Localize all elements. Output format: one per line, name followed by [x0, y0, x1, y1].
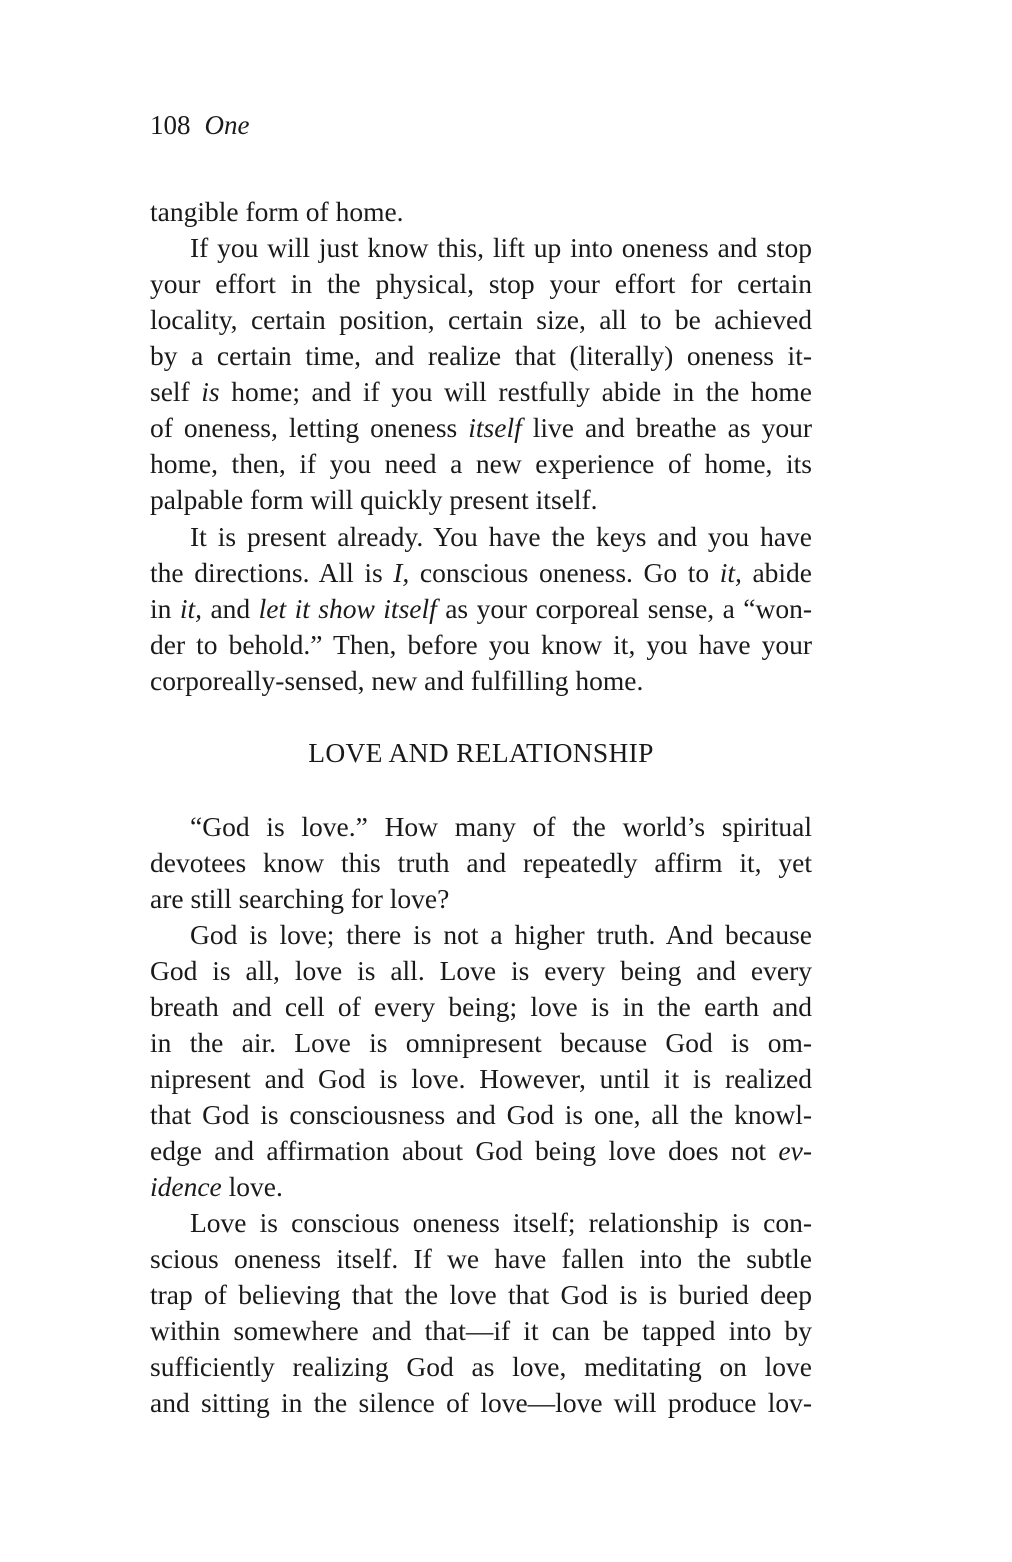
- text-line: [150, 266, 812, 302]
- text-run: sufficiently realizing God as love, meditating on love: [150, 1351, 812, 1382]
- text-run: abide: [741, 557, 812, 588]
- text-run: trap of believing that the love that God is is buried deep: [150, 1279, 812, 1310]
- text-run: are still searching for love?: [150, 883, 450, 914]
- text-run: palpable form will quickly present itself.: [150, 484, 598, 515]
- text-line: [150, 1241, 812, 1277]
- italic-text: idence: [150, 1171, 222, 1202]
- text-run: live and breathe as your: [521, 412, 812, 443]
- text-line: [150, 663, 812, 699]
- text-run: by a certain time, and realize that (literally) oneness it-: [150, 340, 812, 371]
- text-line: [150, 1025, 812, 1061]
- italic-text: is: [201, 376, 220, 407]
- text-line: [150, 1061, 812, 1097]
- text-run: self: [150, 376, 202, 407]
- text-line: [150, 1133, 812, 1169]
- text-line: [150, 555, 812, 591]
- italic-text: it,: [179, 593, 202, 624]
- text-line: [150, 1385, 812, 1421]
- text-line: [150, 627, 812, 663]
- text-line: [150, 881, 812, 917]
- text-run: that God is consciousness and God is one, all the knowl-: [150, 1099, 812, 1130]
- italic-text: it,: [719, 557, 742, 588]
- text-line: [150, 302, 812, 338]
- text-run: and: [202, 593, 259, 624]
- running-head: [150, 108, 249, 142]
- text-run: God is all, love is all. Love is every being and every: [150, 955, 812, 986]
- section-heading: [150, 735, 812, 771]
- text-line: [150, 1313, 812, 1349]
- text-run: corporeally-sensed, new and fulfilling home.: [150, 665, 644, 696]
- book-title: One: [204, 110, 250, 140]
- text-run: in: [150, 593, 180, 624]
- italic-text: I,: [393, 557, 410, 588]
- text-line: [150, 953, 812, 989]
- text-run: of oneness, letting oneness: [150, 412, 469, 443]
- text-run: breath and cell of every being; love is in the earth and: [150, 991, 812, 1022]
- text-run: conscious oneness. Go to: [409, 557, 720, 588]
- text-line: [150, 410, 812, 446]
- italic-text: itself: [468, 412, 522, 443]
- text-run: as your corporeal sense, a “won-: [436, 593, 812, 624]
- text-line: [150, 1277, 812, 1313]
- text-line: [190, 809, 812, 845]
- text-run: If you will just know this, lift up into oneness and stop: [190, 232, 812, 263]
- text-run: home, then, if you need a new experience of home, its: [150, 448, 812, 479]
- text-run: home; and if you will restfully abide in the home: [219, 376, 812, 407]
- text-run: locality, certain position, certain size, all to be achieved: [150, 304, 812, 335]
- text-line: [190, 230, 812, 266]
- text-run: Love is conscious oneness itself; relationship is con-: [190, 1207, 812, 1238]
- text-line: [190, 1205, 812, 1241]
- text-run: devotees know this truth and repeatedly affirm it, yet: [150, 847, 812, 878]
- italic-text: ev-: [778, 1135, 812, 1166]
- text-run: LOVE AND RELATIONSHIP: [308, 737, 654, 768]
- text-line: [150, 1097, 812, 1133]
- text-line: [150, 374, 812, 410]
- page-number: 108: [150, 110, 191, 140]
- text-run: God is love; there is not a higher truth. And because: [190, 919, 812, 950]
- text-run: der to behold.” Then, before you know it, you have your: [150, 629, 812, 660]
- text-line: [150, 1349, 812, 1385]
- text-line: [150, 482, 812, 518]
- text-run: scious oneness itself. If we have fallen into the subtle: [150, 1243, 812, 1274]
- text-run: nipresent and God is love. However, until it is realized: [150, 1063, 812, 1094]
- text-run: tangible form of home.: [150, 196, 404, 227]
- text-run: love.: [221, 1171, 283, 1202]
- text-line: [150, 338, 812, 374]
- text-run: “God is love.” How many of the world’s spiritual: [190, 811, 812, 842]
- italic-text: let it show itself: [258, 593, 437, 624]
- text-run: It is present already. You have the keys and you have: [190, 521, 812, 552]
- text-line: [150, 446, 812, 482]
- text-run: within somewhere and that—if it can be tapped into by: [150, 1315, 812, 1346]
- text-line: [150, 1169, 812, 1205]
- text-run: and sitting in the silence of love—love will produce lov-: [150, 1387, 812, 1418]
- text-run: the directions. All is: [150, 557, 394, 588]
- text-line: [190, 917, 812, 953]
- text-line: [150, 845, 812, 881]
- text-line: [150, 591, 812, 627]
- text-line: [190, 519, 812, 555]
- text-line: [150, 989, 812, 1025]
- text-run: your effort in the physical, stop your effort for certain: [150, 268, 812, 299]
- text-run: in the air. Love is omnipresent because God is om-: [150, 1027, 812, 1058]
- text-run: edge and affirmation about God being love does not: [150, 1135, 779, 1166]
- text-line: [150, 194, 812, 230]
